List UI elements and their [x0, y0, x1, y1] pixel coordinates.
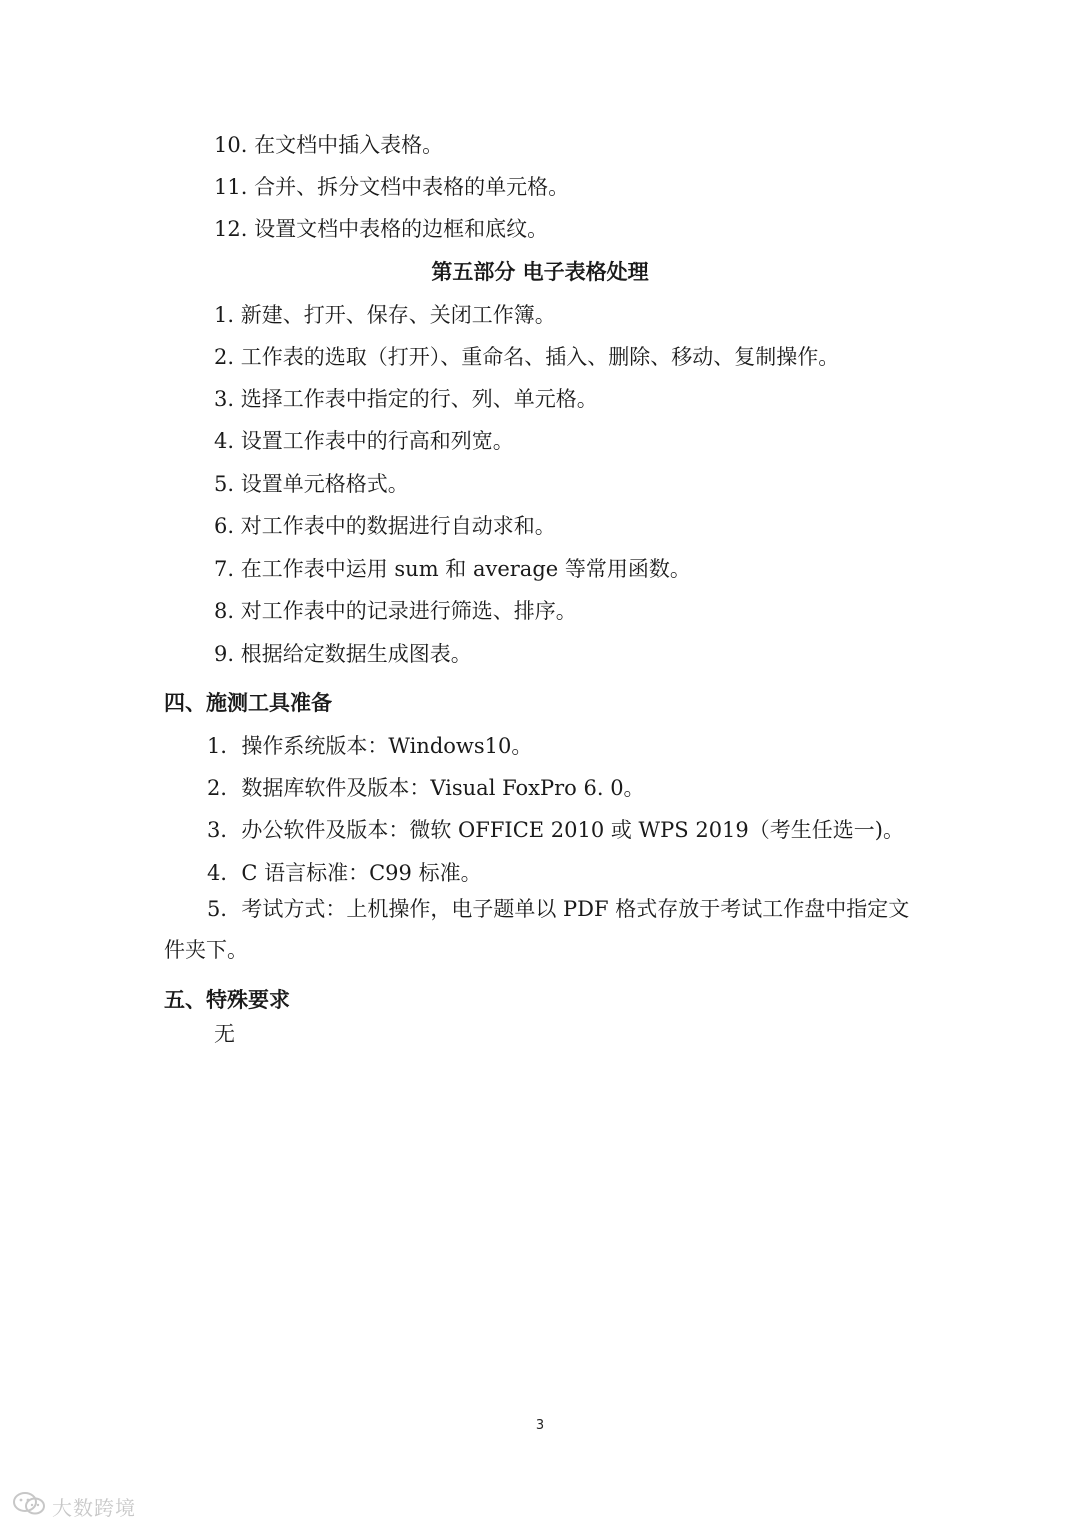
part5-item-3: 3. 选择工作表中指定的行、列、单元格。: [214, 387, 598, 411]
section4-item-5-continuation: 件夹下。: [164, 938, 248, 962]
page-number: 3: [535, 1418, 545, 1433]
section4-item-2: 2．数据库软件及版本：Visual FoxPro 6. 0。: [207, 776, 645, 800]
part5-item-6: 6. 对工作表中的数据进行自动求和。: [214, 514, 556, 538]
watermark-text: 大数跨境: [52, 1495, 136, 1520]
part5-item-9: 9. 根据给定数据生成图表。: [214, 642, 472, 666]
part5-item-5: 5. 设置单元格格式。: [214, 472, 409, 496]
part5-item-7: 7. 在工作表中运用 sum 和 average 等常用函数。: [214, 557, 691, 581]
part5-item-1: 1. 新建、打开、保存、关闭工作簿。: [214, 303, 556, 327]
section4-item-1: 1．操作系统版本：Windows10。: [207, 734, 533, 758]
section4-title: 四、施测工具准备: [164, 690, 332, 715]
watermark: [12, 1491, 136, 1521]
section4-item-4: 4．C 语言标准：C99 标准。: [207, 861, 482, 885]
part5-item-2: 2. 工作表的选取（打开）、重命名、插入、删除、移动、复制操作。: [214, 345, 840, 369]
list-item-11: 11. 合并、拆分文档中表格的单元格。: [214, 175, 570, 199]
section4-item-3: 3．办公软件及版本：微软 OFFICE 2010 或 WPS 2019（考生任选一)。: [207, 818, 904, 842]
part5-title: 第五部分 电子表格处理: [431, 259, 649, 284]
wechat-logo-icon: [12, 1491, 46, 1521]
section5-title: 五、特殊要求: [164, 987, 290, 1012]
part5-item-8: 8. 对工作表中的记录进行筛选、排序。: [214, 599, 577, 623]
list-item-12: 12. 设置文档中表格的边框和底纹。: [214, 217, 549, 241]
section5-body: 无: [214, 1022, 235, 1046]
part5-item-4: 4. 设置工作表中的行高和列宽。: [214, 429, 514, 453]
list-item-10: 10. 在文档中插入表格。: [214, 133, 444, 157]
section4-item-5: 5．考试方式：上机操作，电子题单以 PDF 格式存放于考试工作盘中指定文: [207, 897, 910, 921]
